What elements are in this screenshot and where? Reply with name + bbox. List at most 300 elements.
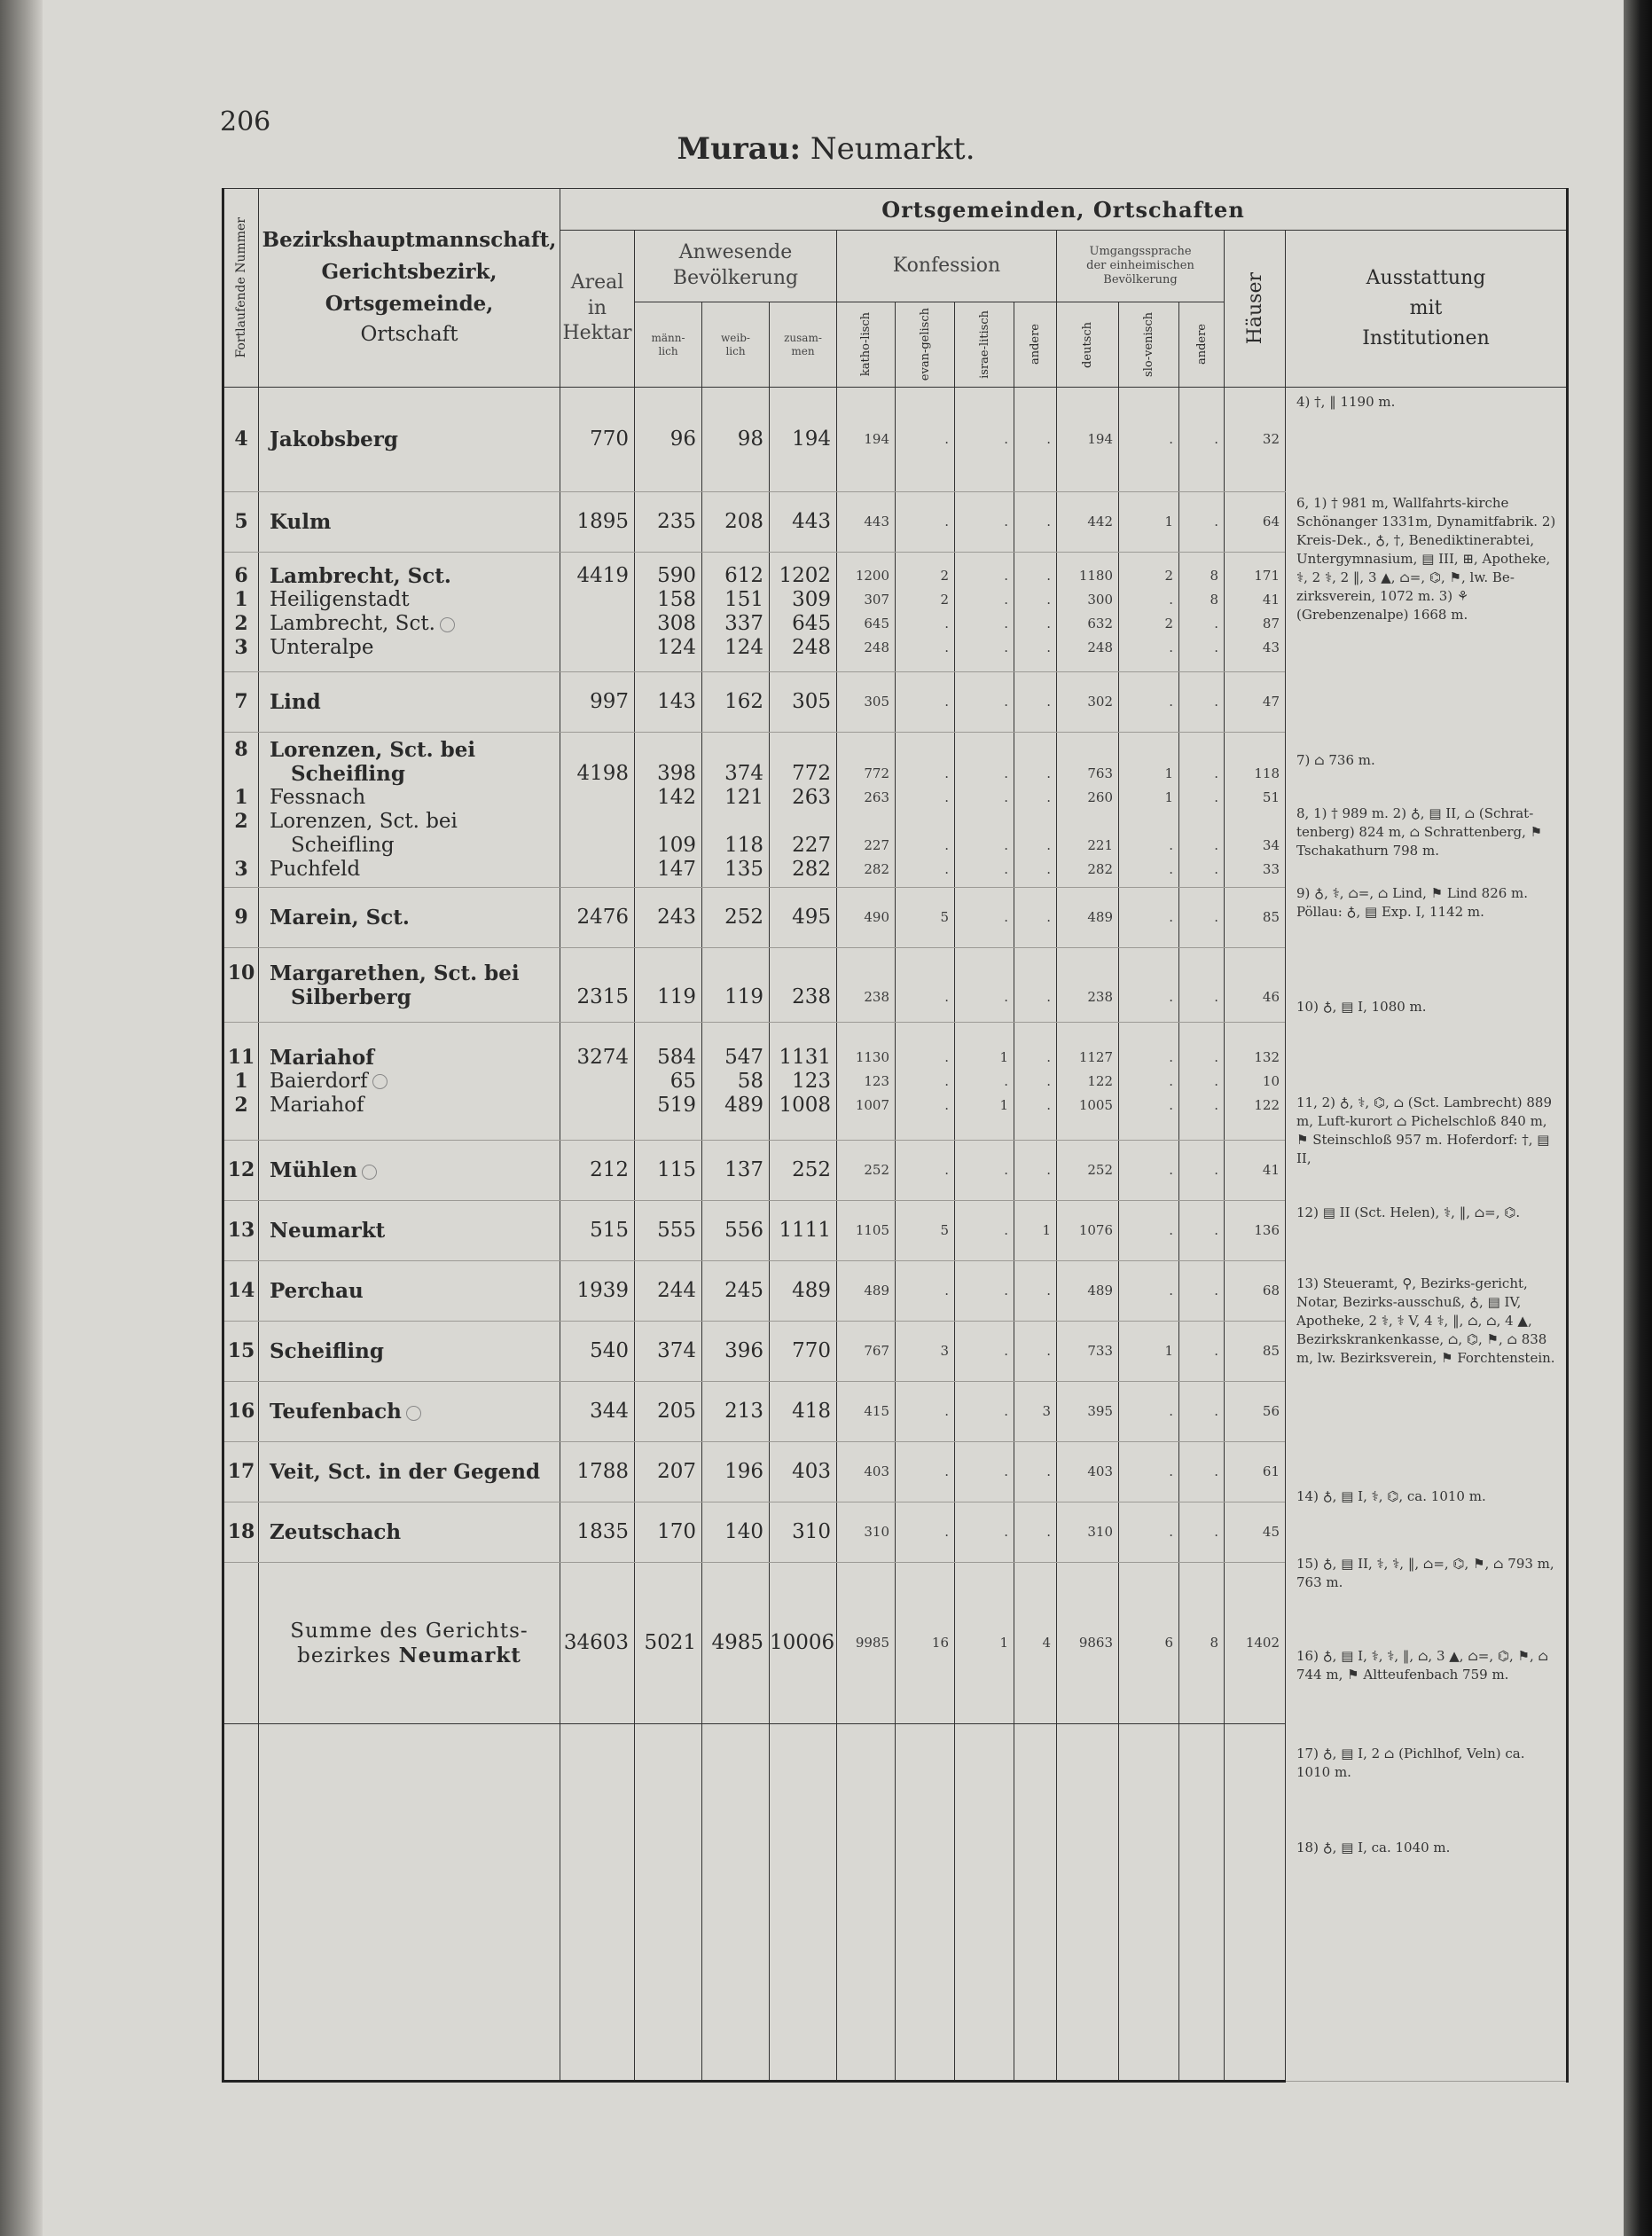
cell-ev	[896, 553, 955, 672]
cell-h	[1225, 1442, 1286, 1502]
value-isr: .	[1004, 1343, 1008, 1359]
cell-kath	[837, 1502, 896, 1563]
cell-z	[770, 1502, 837, 1563]
row-name	[259, 1261, 560, 1322]
cell-kath	[837, 1382, 896, 1442]
value-w: 213	[724, 1400, 763, 1423]
cell-kath	[837, 1442, 896, 1502]
value-h: 41	[1262, 592, 1280, 608]
value-and2: 8	[1210, 568, 1218, 584]
cell-and2	[1179, 1442, 1225, 1502]
value-z: 495	[792, 906, 831, 929]
cell-isr	[955, 1261, 1014, 1322]
cell-w	[702, 672, 770, 733]
institution-note: 7) ⌂ 736 m.	[1296, 752, 1375, 768]
cell-areal	[560, 1201, 635, 1261]
value-h: 47	[1262, 694, 1280, 710]
value-ev: .	[944, 639, 949, 655]
empty-cell	[1014, 1724, 1057, 2082]
row-number-value: 1	[234, 1069, 248, 1093]
row-name	[259, 672, 560, 733]
value-slo: .	[1169, 1283, 1173, 1298]
summary-label-line1: Summe des Gerichts-	[290, 1619, 528, 1643]
cell-m	[635, 388, 702, 492]
cell-ev	[896, 948, 955, 1023]
value-and2: .	[1214, 861, 1218, 877]
value-and: .	[1046, 639, 1051, 655]
value-isr: 1	[999, 1048, 1008, 1065]
circle-marker-icon	[372, 1074, 388, 1089]
value-de: 403	[1087, 1463, 1113, 1479]
value-and: .	[1046, 1162, 1051, 1178]
value-and: .	[1046, 616, 1051, 632]
value-w: 162	[724, 690, 763, 713]
value-h: 41	[1262, 1162, 1280, 1178]
cell-kath	[837, 553, 896, 672]
value-w: 135	[724, 858, 763, 881]
value-kath: 1007	[855, 1096, 889, 1113]
row-name	[259, 1322, 560, 1382]
value-and: .	[1046, 694, 1051, 710]
place-name: Teufenbach	[270, 1400, 402, 1424]
value-kath: 403	[864, 1463, 889, 1479]
value-areal: 4419	[576, 564, 629, 587]
value-m: 555	[657, 1219, 696, 1242]
cell-and	[1014, 492, 1057, 553]
value-isr: .	[1004, 1283, 1008, 1298]
page-title	[0, 131, 1652, 167]
value-ev: 2	[940, 568, 949, 584]
value-areal: 1895	[576, 510, 629, 533]
institution-note: 15) ♁, ▤ II, ⚕, ⚕, ‖, ⌂=, ⌬, ⚑, ⌂ 793 m, 763 m.	[1296, 1556, 1554, 1590]
institution-note: 6, 1) † 981 m, Wallfahrts-kirche Schönanger 1331m, Dynamitfabrik. 2) Kreis-Dek., ♁, †, Benediktinerabtei, Untergymnasium, ▤ III, ⊞, Apotheke, ⚕, 2 ⚕, 2 ‖, 3 ▲, ⌂=, ⌬, ⚑, lw. Be-zirksverein, 1072 m. 3) ⚘ (Grebenzenalpe) 1668 m.	[1296, 495, 1556, 623]
cell-z	[770, 1322, 837, 1382]
cell-ev	[896, 388, 955, 492]
empty-cell	[259, 1724, 560, 2082]
value-de: 733	[1087, 1343, 1113, 1359]
circle-marker-icon	[362, 1165, 377, 1180]
value-and2: .	[1214, 1048, 1218, 1065]
value-z: 227	[792, 834, 831, 857]
value-m: 158	[657, 588, 696, 611]
value-m: 170	[657, 1520, 696, 1543]
value-areal	[560, 1094, 629, 1118]
value-de: 1127	[1078, 1048, 1113, 1065]
value-h: 46	[1262, 988, 1280, 1005]
cell-de	[1057, 888, 1119, 948]
value-kath: 238	[864, 988, 889, 1005]
value-m: 119	[657, 985, 696, 1008]
value-slo: .	[1169, 988, 1173, 1005]
value-h: 61	[1262, 1463, 1280, 1479]
value-areal: 997	[590, 690, 629, 713]
row-number-value: 6	[234, 564, 248, 587]
cell-and	[1014, 1442, 1057, 1502]
cell-m	[635, 1322, 702, 1382]
value-and: .	[1046, 837, 1051, 853]
cell-h	[1225, 388, 1286, 492]
cell-w	[702, 733, 770, 888]
cell-isr	[955, 492, 1014, 553]
cell-areal	[560, 888, 635, 948]
value-areal: 344	[590, 1400, 629, 1423]
value-w: 119	[724, 985, 763, 1008]
circle-marker-icon	[406, 1406, 421, 1421]
value-ev: 2	[940, 592, 949, 608]
value-h: 56	[1262, 1403, 1280, 1419]
value-z: 403	[792, 1460, 831, 1483]
cell-slo	[1119, 1201, 1179, 1261]
value-slo: .	[1169, 1048, 1173, 1065]
value-and2: 8	[1210, 592, 1218, 608]
row-number	[223, 492, 259, 553]
row-name	[259, 1201, 560, 1261]
cell-and2	[1179, 1141, 1225, 1201]
value-areal	[560, 834, 629, 858]
row-number	[223, 553, 259, 672]
value-slo: 2	[1164, 616, 1173, 632]
value-and2: .	[1214, 1403, 1218, 1419]
value-z: 1131	[779, 1045, 831, 1069]
cell-ev	[896, 1261, 955, 1322]
value-ev: .	[944, 431, 949, 447]
header-anwesende: Anwesende Bevölkerung	[635, 231, 837, 302]
summary-m: 5021	[635, 1563, 702, 1724]
value-z: 1008	[779, 1093, 831, 1117]
place-name: Perchau	[270, 1279, 364, 1303]
cell-areal	[560, 1261, 635, 1322]
cell-h	[1225, 888, 1286, 948]
header-bezirk: Bezirkshauptmannschaft, Gerichtsbezirk, Ortsgemeinde, Ortschaft	[259, 189, 560, 388]
cell-w	[702, 948, 770, 1023]
value-areal: 4198	[576, 762, 629, 785]
value-and2: .	[1214, 1343, 1218, 1359]
value-kath: 305	[864, 694, 889, 710]
row-number	[223, 1023, 259, 1141]
value-and: .	[1046, 514, 1051, 530]
value-w: 118	[724, 834, 763, 857]
value-z: 645	[792, 612, 831, 635]
place-name-cont: Scheifling	[291, 834, 395, 857]
institution-note: 14) ♁, ▤ I, ⚕, ⌬, ca. 1010 m.	[1296, 1488, 1486, 1504]
value-de: 632	[1087, 616, 1113, 632]
cell-de	[1057, 1502, 1119, 1563]
value-m: 519	[657, 1093, 696, 1117]
cell-ev	[896, 1442, 955, 1502]
row-name	[259, 888, 560, 948]
value-ev: .	[944, 861, 949, 877]
cell-areal	[560, 1502, 635, 1563]
value-areal: 2315	[576, 985, 629, 1008]
cell-z	[770, 1382, 837, 1442]
cell-de	[1057, 1023, 1119, 1141]
value-w: 252	[724, 906, 763, 929]
empty-cell	[770, 1724, 837, 2082]
value-kath: 248	[864, 639, 889, 655]
value-kath: 443	[864, 514, 889, 530]
value-and2: .	[1214, 1072, 1218, 1089]
cell-ev	[896, 1382, 955, 1442]
value-de: 260	[1087, 789, 1113, 805]
cell-ev	[896, 888, 955, 948]
row-number-value: 2	[234, 612, 248, 635]
value-ev: .	[944, 1463, 949, 1479]
place-name: Fessnach	[270, 786, 366, 809]
cell-isr	[955, 733, 1014, 888]
cell-and2	[1179, 388, 1225, 492]
institution-note: 13) Steueramt, ⚲, Bezirks-gericht, Notar, Bezirks-ausschuß, ♁, ▤ IV, Apotheke, 2 ⚕, ⚕ V, 4 ⚕, ‖, ⌂, ⌂, 4 ▲, Bezirkskrankenkasse, ⌂, ⌬, ⚑, ⌂ 838 m, lw. Bezirksverein, ⚑ Forchtenstein.	[1296, 1275, 1555, 1366]
row-number-value: 2	[234, 1093, 248, 1117]
cell-isr	[955, 1141, 1014, 1201]
value-w: 137	[724, 1158, 763, 1181]
cell-areal	[560, 1382, 635, 1442]
page-number: 206	[220, 106, 271, 137]
cell-and	[1014, 1261, 1057, 1322]
table-row	[223, 388, 1568, 492]
value-slo: .	[1169, 694, 1173, 710]
cell-areal	[560, 1322, 635, 1382]
value-slo: .	[1169, 909, 1173, 925]
cell-areal	[560, 553, 635, 672]
value-and: .	[1046, 1283, 1051, 1298]
row-number-value: 1	[234, 786, 248, 809]
value-and: .	[1046, 765, 1051, 781]
cell-z	[770, 888, 837, 948]
cell-and2	[1179, 1382, 1225, 1442]
value-isr: .	[1004, 1162, 1008, 1178]
value-slo: 2	[1164, 568, 1173, 584]
summary-and: 4	[1014, 1563, 1057, 1724]
value-w: 98	[737, 428, 763, 451]
value-and: .	[1046, 789, 1051, 805]
value-m: 374	[657, 1339, 696, 1362]
cell-and2	[1179, 733, 1225, 888]
cell-z	[770, 1023, 837, 1141]
value-h: 33	[1262, 861, 1280, 877]
row-number-value: 2	[234, 810, 248, 833]
value-and: .	[1046, 1524, 1051, 1540]
cell-and	[1014, 888, 1057, 948]
value-isr: .	[1004, 694, 1008, 710]
summary-label-line2: bezirkes Neumarkt	[297, 1643, 521, 1667]
population-table	[222, 188, 1569, 2083]
cell-isr	[955, 888, 1014, 948]
cell-areal	[560, 492, 635, 553]
place-name: Lambrecht, Sct.	[270, 564, 451, 588]
value-and2: .	[1214, 1222, 1218, 1238]
value-and: .	[1046, 1072, 1051, 1089]
cell-de	[1057, 1442, 1119, 1502]
cell-and	[1014, 1201, 1057, 1261]
cell-de	[1057, 1201, 1119, 1261]
institution-note: 12) ▤ II (Sct. Helen), ⚕, ‖, ⌂=, ⌬.	[1296, 1204, 1521, 1220]
cell-h	[1225, 948, 1286, 1023]
cell-kath	[837, 888, 896, 948]
cell-kath	[837, 388, 896, 492]
row-number	[223, 733, 259, 888]
row-number-value: 8	[234, 738, 248, 761]
cell-de	[1057, 1322, 1119, 1382]
value-slo: .	[1169, 639, 1173, 655]
cell-de	[1057, 492, 1119, 553]
value-kath: 1105	[855, 1222, 889, 1238]
value-kath: 1200	[855, 568, 889, 584]
cell-slo	[1119, 1141, 1179, 1201]
value-isr: .	[1004, 639, 1008, 655]
summary-w: 4985	[702, 1563, 770, 1724]
value-h: 43	[1262, 639, 1280, 655]
cell-m	[635, 672, 702, 733]
place-name: Lorenzen, Sct. bei	[270, 810, 458, 833]
cell-kath	[837, 672, 896, 733]
value-slo: 1	[1164, 1343, 1173, 1359]
value-isr: .	[1004, 1222, 1008, 1238]
value-z: 238	[792, 985, 831, 1008]
value-and2: .	[1214, 837, 1218, 853]
cell-and	[1014, 553, 1057, 672]
summary-and2: 8	[1179, 1563, 1225, 1724]
value-w: 151	[724, 588, 763, 611]
value-and2: .	[1214, 988, 1218, 1005]
cell-m	[635, 553, 702, 672]
cell-slo	[1119, 1502, 1179, 1563]
value-isr: 1	[999, 1096, 1008, 1113]
place-name-cont: Silberberg	[291, 985, 411, 1009]
value-m: 584	[657, 1045, 696, 1069]
value-z: 309	[792, 588, 831, 611]
value-h: 68	[1262, 1283, 1280, 1298]
value-areal: 1835	[576, 1520, 629, 1543]
row-name	[259, 1382, 560, 1442]
value-w: 489	[724, 1093, 763, 1117]
value-and2: .	[1214, 639, 1218, 655]
value-h: 32	[1262, 431, 1280, 447]
row-number	[223, 1201, 259, 1261]
cell-slo	[1119, 1322, 1179, 1382]
value-areal: 540	[590, 1339, 629, 1362]
header-zusammen: zusam- men	[770, 302, 837, 388]
place-name: Jakobsberg	[270, 428, 399, 451]
row-number-value: 3	[234, 636, 248, 659]
cell-isr	[955, 1322, 1014, 1382]
cell-isr	[955, 1502, 1014, 1563]
cell-areal	[560, 1442, 635, 1502]
cell-isr	[955, 948, 1014, 1023]
cell-and	[1014, 1382, 1057, 1442]
empty-cell	[837, 1724, 896, 2082]
cell-h	[1225, 1023, 1286, 1141]
cell-h	[1225, 672, 1286, 733]
summary-isr: 1	[955, 1563, 1014, 1724]
value-m: 142	[657, 786, 696, 809]
summary-label	[259, 1563, 560, 1724]
cell-and	[1014, 1502, 1057, 1563]
header-slovenisch: slo-venisch	[1119, 302, 1179, 388]
value-kath: 123	[864, 1072, 889, 1089]
cell-slo	[1119, 733, 1179, 888]
row-number-value: 9	[234, 906, 248, 929]
value-h: 87	[1262, 616, 1280, 632]
row-number	[223, 672, 259, 733]
institution-note: 8, 1) † 989 m. 2) ♁, ▤ II, ⌂ (Schrat-tenberg) 824 m, ⌂ Schrattenberg, ⚑ Tschakathurn 798 m.	[1296, 805, 1543, 859]
cell-w	[702, 1201, 770, 1261]
cell-m	[635, 1382, 702, 1442]
place-name: Neumarkt	[270, 1219, 386, 1243]
cell-slo	[1119, 1382, 1179, 1442]
summary-z: 10006	[770, 1563, 837, 1724]
summary-kath: 9985	[837, 1563, 896, 1724]
value-h: 118	[1254, 765, 1280, 781]
header-deutsch: deutsch	[1057, 302, 1119, 388]
value-kath: 307	[864, 592, 889, 608]
row-number-value: 4	[234, 428, 248, 451]
value-ev: .	[944, 765, 949, 781]
row-number	[223, 1261, 259, 1322]
value-and2: .	[1214, 514, 1218, 530]
value-slo: .	[1169, 592, 1173, 608]
cell-w	[702, 888, 770, 948]
value-de: 310	[1087, 1524, 1113, 1540]
value-slo: .	[1169, 1162, 1173, 1178]
cell-slo	[1119, 1023, 1179, 1141]
cell-and	[1014, 672, 1057, 733]
value-slo: .	[1169, 1463, 1173, 1479]
value-m: 109	[657, 834, 696, 857]
value-and: 1	[1042, 1222, 1051, 1238]
cell-z	[770, 672, 837, 733]
value-z: 489	[792, 1279, 831, 1302]
value-isr: .	[1004, 861, 1008, 877]
value-isr: .	[1004, 789, 1008, 805]
value-ev: 5	[940, 1222, 949, 1238]
row-number	[223, 388, 259, 492]
value-z: 305	[792, 690, 831, 713]
cell-areal	[560, 1141, 635, 1201]
value-ev: 3	[940, 1343, 949, 1359]
cell-isr	[955, 553, 1014, 672]
value-slo: .	[1169, 1222, 1173, 1238]
empty-cell	[896, 1724, 955, 2082]
value-kath: 194	[864, 431, 889, 447]
value-h: 85	[1262, 909, 1280, 925]
value-de: 1076	[1078, 1222, 1113, 1238]
value-m: 65	[669, 1069, 696, 1093]
cell-m	[635, 1261, 702, 1322]
value-h: 64	[1262, 514, 1280, 530]
cell-and	[1014, 1322, 1057, 1382]
value-de: 252	[1087, 1162, 1113, 1178]
value-h: 122	[1254, 1096, 1280, 1113]
row-number-value: 14	[227, 1279, 255, 1302]
cell-and2	[1179, 672, 1225, 733]
value-m: 143	[657, 690, 696, 713]
value-z: 194	[792, 428, 831, 451]
header-konfession: Konfession	[837, 231, 1057, 302]
value-ev: .	[944, 1403, 949, 1419]
value-and2: .	[1214, 789, 1218, 805]
cell-kath	[837, 1322, 896, 1382]
value-ev: .	[944, 694, 949, 710]
value-de: 300	[1087, 592, 1113, 608]
cell-and2	[1179, 948, 1225, 1023]
cell-z	[770, 492, 837, 553]
cell-h	[1225, 1322, 1286, 1382]
header-ausstattung: Ausstattung mit Institutionen	[1286, 231, 1568, 388]
header-maennlich: männ- lich	[635, 302, 702, 388]
cell-ev	[896, 1201, 955, 1261]
value-slo: 1	[1164, 765, 1173, 781]
value-areal	[560, 858, 629, 882]
